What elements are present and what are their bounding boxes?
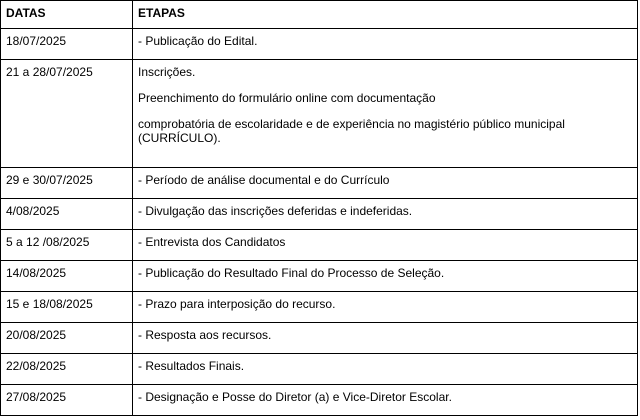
row-stage: [133, 29, 638, 60]
row-stage: [133, 323, 638, 354]
row-date: 21 a 28/07/2025: [1, 60, 133, 168]
row-stage: [133, 199, 638, 230]
header-dates: DATAS: [1, 1, 133, 29]
stage-text: Preenchimento do formulário online com documentação: [138, 91, 436, 105]
row-stage: [133, 354, 638, 385]
row-date: 27/08/2025: [1, 385, 133, 416]
stage-text: - Resultados Finais.: [138, 359, 245, 373]
table-row: [1, 168, 638, 199]
row-date: 14/08/2025: [1, 261, 133, 292]
stage-text: - Divulgação das inscrições deferidas e indeferidas.: [138, 204, 413, 218]
row-stage: [133, 385, 638, 416]
stage-text: comprobatória de escolaridade e de experiência no magistério público municipal (CURRÍCULO).: [138, 117, 565, 145]
row-date: 29 e 30/07/2025: [1, 168, 133, 199]
row-stage: [133, 292, 638, 323]
table-header-row: [1, 1, 638, 29]
table-row: [1, 292, 638, 323]
table-row: [1, 354, 638, 385]
row-stage: [133, 261, 638, 292]
table-row: [1, 385, 638, 416]
row-stage: [133, 230, 638, 261]
table-row: [1, 60, 638, 168]
table-row: [1, 199, 638, 230]
header-stages: ETAPAS: [133, 1, 638, 29]
table-row: [1, 29, 638, 60]
table-row: [1, 323, 638, 354]
row-date: 22/08/2025: [1, 354, 133, 385]
stage-text: - Publicação do Edital.: [138, 34, 258, 48]
row-date: 4/08/2025: [1, 199, 133, 230]
stage-text: - Período de análise documental e do Currículo: [138, 173, 390, 187]
stage-text: - Publicação do Resultado Final do Processo de Seleção.: [138, 266, 445, 280]
stage-text: - Designação e Posse do Diretor (a) e Vice-Diretor Escolar.: [138, 390, 452, 404]
row-date: 5 a 12 /08/2025: [1, 230, 133, 261]
stage-text: Inscrições.: [138, 65, 196, 79]
row-date: 18/07/2025: [1, 29, 133, 60]
stage-text: - Entrevista dos Candidatos: [138, 235, 286, 249]
row-date: 15 e 18/08/2025: [1, 292, 133, 323]
stage-text: - Prazo para interposição do recurso.: [138, 297, 336, 311]
row-date: 20/08/2025: [1, 323, 133, 354]
table-row: [1, 261, 638, 292]
table-row: [1, 230, 638, 261]
row-stage: [133, 168, 638, 199]
row-stage: [133, 60, 638, 168]
stage-text: - Resposta aos recursos.: [138, 328, 272, 342]
